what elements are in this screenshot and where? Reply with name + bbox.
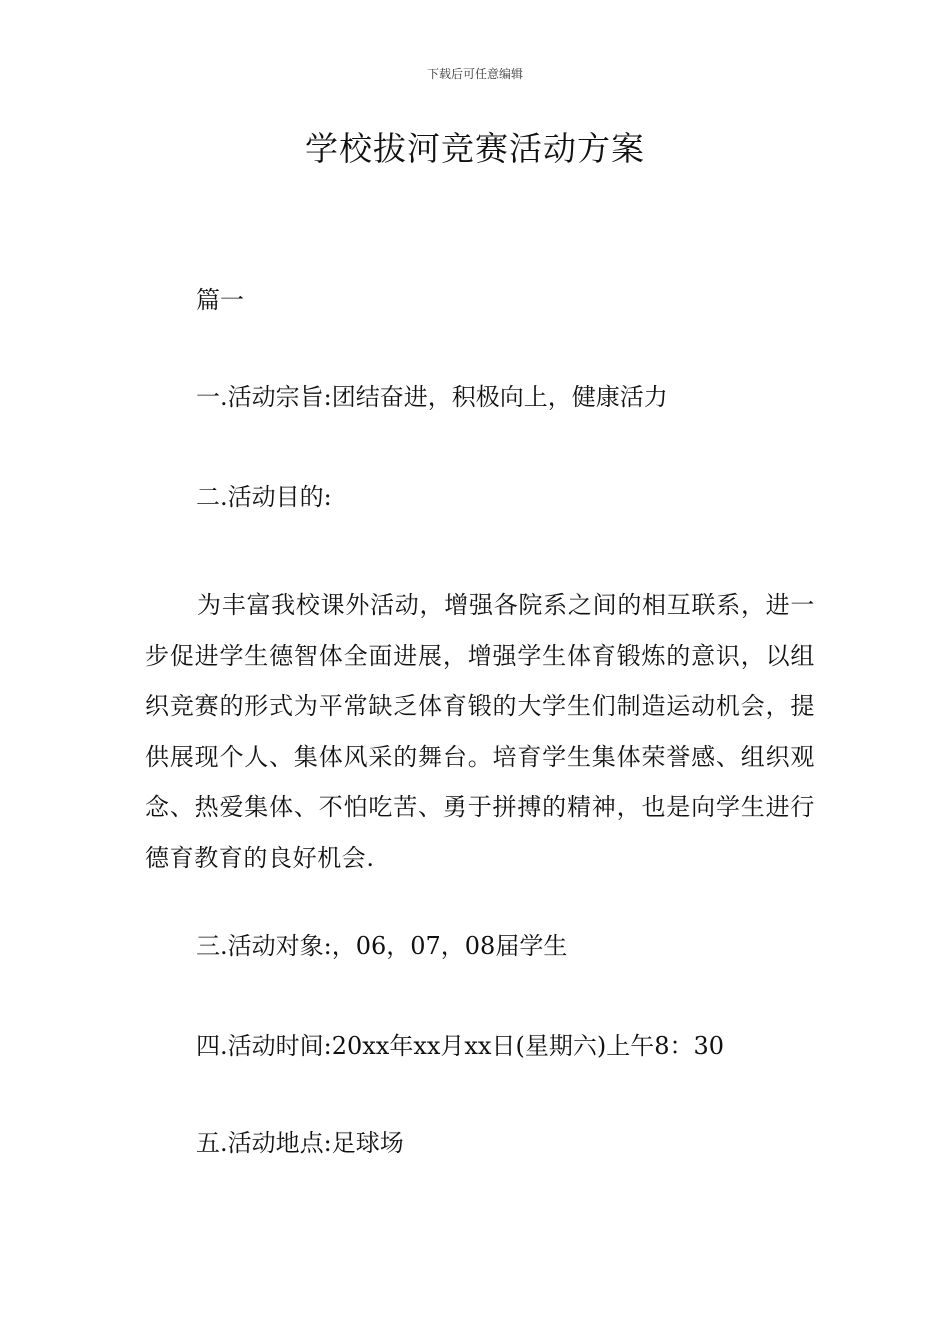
section-location: 五.活动地点:足球场: [196, 1129, 404, 1157]
section-goal-heading: 二.活动目的:: [196, 483, 332, 511]
section-participants: 三.活动对象:，06，07，08届学生: [196, 932, 568, 960]
header-note: 下载后可任意编辑: [426, 67, 523, 81]
section-time: 四.活动时间:20xx年xx月xx日(星期六)上午8：30: [196, 1032, 724, 1060]
section-goal-body: 为丰富我校课外活动，增强各院系之间的相互联系，进一步促进学生德智体全面进展，增强学生体育锻炼的意识，以组织竞赛的形式为平常缺乏体育锻的大学生们制造运动机会，提供展现个人、集体风采的舞台。培育学生集体荣誉感、组织观念、热爱集体、不怕吃苦、勇于拼搏的精神，也是向学生进行德育教育的良好机会.: [145, 591, 815, 872]
section-purpose: 一.活动宗旨:团结奋进，积极向上，健康活力: [196, 383, 668, 411]
document-title: 学校拔河竞赛活动方案: [305, 129, 645, 168]
part-label: 篇一: [196, 286, 244, 314]
